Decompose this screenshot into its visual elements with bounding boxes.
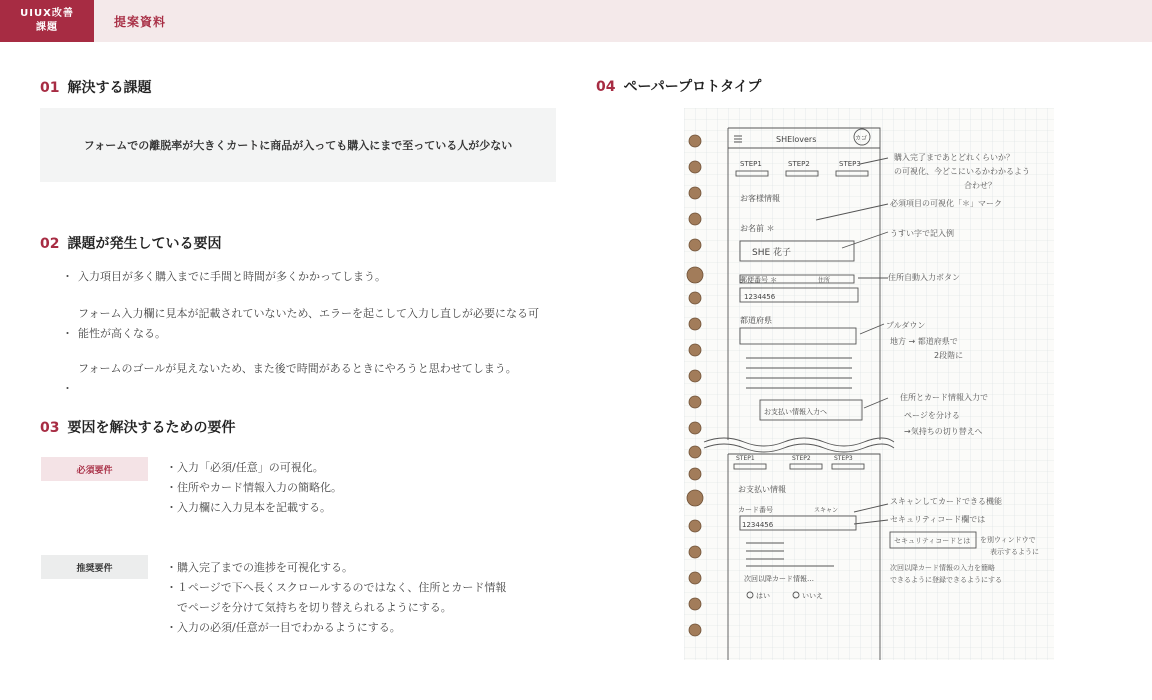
sketch-card-btn: スキャン [814,507,839,514]
sketch-note: 合わせ？ [964,181,996,190]
sketch-note: 必須項目の可視化「＊」マーク [890,199,1002,208]
sketch-note: 表示するように [990,548,1039,556]
prototype-sketch [684,108,1054,660]
sketch-note: 購入完了まであとどれくらいか？ [894,153,1014,162]
sketch-zip-label: 郵便番号 ＊ [740,276,778,284]
sketch-card-value: 1234456 [742,521,774,529]
bullet-dot: ・ [62,327,73,340]
cause-text: 入力項目が多く購入までに手間と時間が多くかかってしまう。 [78,270,386,283]
sketch-note: セキュリティコード欄では [890,515,986,524]
problem-statement: フォームでの離脱率が大きくカートに商品が入っても購入にまで至っている人が少ない [83,139,513,152]
recommended-tag: 推奨要件 [41,555,148,579]
required-item: ・入力「必須/任意」の可視化。 [166,461,324,474]
sketch-note: プルダウン [886,321,926,330]
sketch-step: STEP2 [792,455,811,462]
sketch-note: →気持ちの切り替えへ [904,427,983,436]
recommended-item: ・購入完了までの進捗を可視化する。 [166,561,353,574]
sketch-note: の可視化、今どこにいるかわかるよう [894,167,1030,176]
sketch-note: ページを分ける [904,411,960,420]
sketch-step: STEP1 [736,455,755,462]
sketch-name-value: SHE 花子 [752,248,792,258]
required-list [166,458,342,518]
sketch-zip-value: 1234456 [744,293,776,301]
sketch-note: 次回以降カード情報の入力を簡略 [890,564,995,572]
section-title: ペーパープロトタイプ [623,79,762,95]
sketch-note: スキャンしてカードできる機能 [890,497,1002,506]
sketch-to-payment: お支払い情報入力へ [764,408,827,416]
section-number: 02 [40,236,60,252]
sketch-note: 住所とカード情報入力で [900,393,988,402]
recommended-item: ・１ページで下へ長くスクロールするのではなく、住所とカード情報 [166,581,507,594]
sketch-card-label: カード番号 [738,506,773,514]
bullet-dot: ・ [62,270,73,283]
sketch-yes: はい [756,592,770,600]
sketch-step: STEP1 [740,160,762,168]
sketch-no: いいえ [802,592,823,600]
paper-prototype-image [684,108,1054,660]
required-item: ・住所やカード情報入力の簡略化。 [166,481,342,494]
section-04-heading [596,76,761,96]
sketch-step: STEP3 [839,160,861,168]
sketch-zip-btn: 住所 [818,277,831,284]
header-bar [0,0,1152,42]
sketch-note: を別ウィンドウで [980,536,1036,544]
category-badge [0,0,94,42]
sketch-note: セキュリティコードとは [894,537,971,545]
cause-text: 能性が高くなる。 [78,327,166,340]
required-item: ・入力欄に入力見本を記載する。 [166,501,331,514]
recommended-list [166,558,506,638]
section-title: 解決する課題 [67,80,152,96]
sketch-step: STEP2 [788,160,810,168]
section-title: 課題が発生している要因 [67,236,222,252]
badge-line2: 課題 [36,22,58,33]
sketch-note: うすい字で記入例 [890,229,954,238]
document-title: 提案資料 [114,15,167,29]
section-number: 03 [40,420,60,436]
required-tag: 必須要件 [41,457,148,481]
sketch-customer-info: お客様情報 [740,194,780,203]
cause-text: フォーム入力欄に見本が記載されていないため、エラーを起こして入力し直しが必要になる可 [78,307,540,320]
problem-statement-box [40,108,556,182]
sketch-note: 地方 → 都道府県で [890,337,958,346]
sketch-pay-info: お支払い情報 [738,485,786,494]
sketch-note: 住所自動入力ボタン [888,273,960,282]
sketch-note: できるように登録できるようにする [890,576,1002,584]
sketch-note: 2段階に [934,351,964,360]
sketch-step: STEP3 [834,455,853,462]
sketch-save-card: 次回以降カード情報… [744,575,814,583]
badge-line1: UIUX改善 [20,8,74,19]
section-01-heading [40,77,151,97]
sketch-pref-label: 都道府県 [740,316,772,325]
section-03-heading [40,417,235,437]
recommended-item: ・入力の必須/任意が一目でわかるようにする。 [166,621,401,634]
section-02-heading [40,233,221,253]
sketch-cart: カゴ [855,135,868,142]
recommended-item: でページを分けて気持ちを切り替えられるようにする。 [166,601,452,614]
section-number: 04 [596,79,616,95]
sketch-app-title: SHElovers [776,135,817,144]
bullet-dot: ・ [62,382,73,395]
section-title: 要因を解決するための要件 [67,420,236,436]
cause-text: フォームのゴールが見えないため、また後で時間があるときにやろうと思わせてしまう。 [78,362,517,375]
sketch-name-label: お名前 ＊ [740,224,775,233]
section-number: 01 [40,80,60,96]
